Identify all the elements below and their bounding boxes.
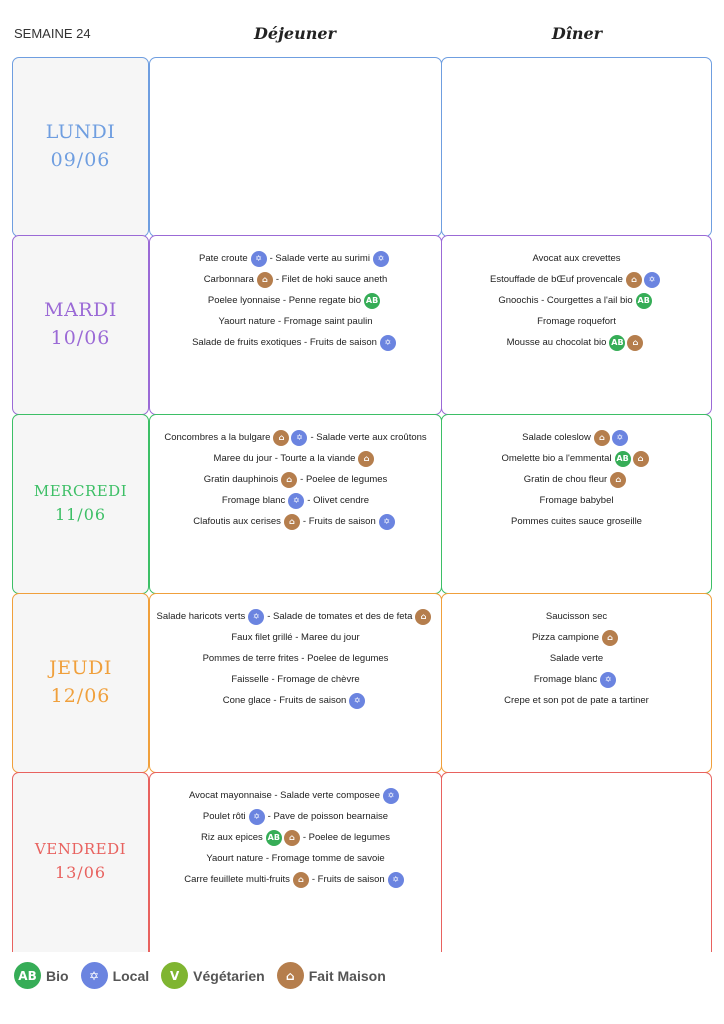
dish-text: Avocat aux crevettes [532,253,621,264]
legend-item-veg [161,962,265,989]
chef-hat-icon: ⌂ [281,472,297,488]
dish-icons [257,272,273,288]
lunch-cell [149,772,442,952]
legend-item-local [81,962,150,989]
dish-text: Poulet rôti [202,811,246,822]
menu-line [193,511,398,532]
dish-text: Cone glace - Fruits de saison [222,695,347,706]
chef-hat-icon: ⌂ [602,630,618,646]
dish-text: Faisselle - Fromage de chèvre [231,674,360,685]
handshake-icon: ✡ [612,430,628,446]
dish-text: - Salade de tomates et des de feta [267,611,413,622]
legend [14,962,386,989]
chef-hat-icon: ⌂ [358,451,374,467]
dish-text: Concombres a la bulgare [164,432,271,443]
handshake-icon: ✡ [644,272,660,288]
dinner-lines [442,427,711,532]
dish-text: Poelee lyonnaise - Penne regate bio [207,295,362,306]
dish-text: Clafoutis aux cerises [193,516,281,527]
dish-icons [249,809,265,825]
day-row-vendredi [12,772,712,952]
dish-icons [602,630,618,646]
day-date: 11/06 [54,504,107,524]
dinner-cell [441,772,712,952]
menu-line [537,311,616,332]
menu-line [511,511,642,532]
handshake-icon: ✡ [291,430,307,446]
day-row-mardi [12,235,712,415]
menu-line [231,669,359,690]
lunch-cell [149,235,442,415]
menu-line [524,469,629,490]
dish-icons [364,293,380,309]
dish-text: Gratin dauphinois [203,474,279,485]
day-row-lundi [12,57,712,237]
menu-line [164,427,426,448]
chef-hat-icon: ⌂ [293,872,309,888]
menu-line [201,827,390,848]
dinner-cell [441,235,712,415]
dish-text: - Pave de poisson bearnaise [267,811,389,822]
chef-hat-icon: ⌂ [610,472,626,488]
dish-text: - Olivet cendre [307,495,370,506]
dish-icons [281,472,297,488]
dish-icons [380,335,396,351]
dish-icons [248,609,264,625]
lunch-column-header: Déjeuner [254,24,336,43]
day-name: LUNDI [45,120,116,143]
chef-hat-icon: ⌂ [284,830,300,846]
bio-leaf-icon: AB [615,451,631,467]
dish-icons [615,451,649,467]
day-cell [12,414,149,594]
dish-text: Fromage roquefort [537,316,616,327]
bio-leaf-icon: AB [609,335,625,351]
handshake-icon: ✡ [248,609,264,625]
dish-text: Crepe et son pot de pate a tartiner [504,695,649,706]
dish-text: Fromage blanc [533,674,598,685]
dish-icons [373,251,389,267]
handshake-icon: ✡ [349,693,365,709]
menu-line [534,669,619,690]
dish-icons [415,609,431,625]
handshake-icon: ✡ [380,335,396,351]
dish-text: Gnoochis - Courgettes a l'ail bio [498,295,633,306]
dish-text: Mousse au chocolat bio [506,337,607,348]
menu-line [231,627,359,648]
dish-icons [383,788,399,804]
dish-icons [594,430,628,446]
day-cell [12,772,149,952]
day-date: 13/06 [54,863,107,883]
dish-text: Carbonnara [203,274,254,285]
legend-label: Fait Maison [308,967,386,984]
week-label: SEMAINE 24 [14,26,91,41]
chef-hat-icon: ⌂ [257,272,273,288]
dish-text: Omelette bio a l'emmental [501,453,612,464]
day-name: MARDI [44,298,117,321]
menu-line [532,248,620,269]
menu-line [222,490,369,511]
chef-hat-icon: ⌂ [273,430,289,446]
menu-line [218,311,372,332]
day-row-jeudi [12,593,712,773]
bio-leaf-icon: AB [14,962,41,989]
menu-line [490,269,663,290]
menu-line [507,332,647,353]
menu-line [504,690,649,711]
dish-text: Salade de fruits exotiques - Fruits de saison [192,337,377,348]
dish-text: Estouffade de bŒuf provencale [490,274,623,285]
dish-icons [609,335,643,351]
dish-icons [379,514,395,530]
lunch-lines [150,427,441,532]
legend-item-bio [14,962,69,989]
menu-line [208,290,383,311]
handshake-icon: ✡ [379,514,395,530]
chef-hat-icon: ⌂ [627,335,643,351]
handshake-icon: ✡ [600,672,616,688]
dish-icons [288,493,304,509]
chef-hat-icon: ⌂ [415,609,431,625]
day-date: 09/06 [50,149,111,172]
menu-line [501,448,651,469]
dish-icons [358,451,374,467]
dish-icons [284,514,300,530]
dish-text: - Fruits de saison [311,874,385,885]
day-cell [12,57,149,237]
menu-line [157,606,435,627]
lunch-cell [149,593,442,773]
day-row-mercredi [12,414,712,594]
menu-line [203,806,388,827]
dish-text: Fromage blanc [221,495,286,506]
day-name: MERCREDI [33,481,128,500]
dish-text: Riz aux epices [201,832,263,843]
menu-line [214,448,378,469]
dish-icons [610,472,626,488]
dish-text: - Salade verte aux croûtons [310,432,427,443]
dish-text: Faux filet grillé - Maree du jour [231,632,360,643]
handshake-icon: ✡ [251,251,267,267]
handshake-icon: ✡ [249,809,265,825]
dish-text: Pommes de terre frites - Poelee de legumes [202,653,389,664]
handshake-icon: ✡ [288,493,304,509]
legend-item-fait [277,962,386,989]
dish-text: Maree du jour - Tourte a la viande [213,453,356,464]
legend-label: Local [112,967,150,984]
dish-icons [600,672,616,688]
day-name: JEUDI [49,656,112,679]
dish-text: Pate croute [199,253,248,264]
menu-line [546,606,607,627]
dish-text: - Filet de hoki sauce aneth [275,274,388,285]
menu-line [184,869,406,890]
dish-icons [293,872,309,888]
handshake-icon: ✡ [383,788,399,804]
dish-text: - Poelee de legumes [300,474,388,485]
dish-text: Carre feuillete multi-fruits [184,874,290,885]
dish-text: Fromage babybel [539,495,614,506]
handshake-icon: ✡ [373,251,389,267]
handshake-icon: ✡ [81,962,108,989]
menu-line [498,290,654,311]
menu-line [532,627,621,648]
day-cell [12,235,149,415]
dish-text: Yaourt nature - Fromage saint paulin [218,316,373,327]
menu-line [203,648,389,669]
day-name: VENDREDI [34,840,127,859]
dish-icons [273,430,307,446]
dinner-lines [442,248,711,353]
dish-text: Gratin de chou fleur [523,474,608,485]
menu-line [206,848,384,869]
handshake-icon: ✡ [388,872,404,888]
dish-icons [349,693,365,709]
dish-text: Salade coleslow [522,432,591,443]
dish-text: - Fruits de saison [302,516,376,527]
legend-label: Bio [46,967,69,984]
chef-hat-icon: ⌂ [277,962,304,989]
dish-text: - Poelee de legumes [302,832,390,843]
chef-hat-icon: ⌂ [594,430,610,446]
menu-line [204,269,388,290]
dish-text: Salade verte [549,653,604,664]
dish-text: Salade haricots verts [156,611,246,622]
dinner-lines [442,606,711,711]
dish-icons [251,251,267,267]
menu-line [192,332,399,353]
menu-line [522,427,631,448]
lunch-cell [149,57,442,237]
chef-hat-icon: ⌂ [284,514,300,530]
menu-line [223,690,369,711]
dish-icons [388,872,404,888]
menu-line [550,648,603,669]
dish-icons [266,830,300,846]
day-date: 10/06 [50,327,111,350]
dinner-column-header: Dîner [551,24,603,43]
legend-label: Végétarien [193,967,265,984]
day-date: 12/06 [50,685,111,708]
dinner-cell [441,57,712,237]
bio-leaf-icon: AB [266,830,282,846]
dish-text: Yaourt nature - Fromage tomme de savoie [206,853,385,864]
dinner-cell [441,414,712,594]
menu-line [199,248,392,269]
dinner-cell [441,593,712,773]
chef-hat-icon: ⌂ [626,272,642,288]
bio-leaf-icon: AB [364,293,380,309]
dish-icons [636,293,652,309]
chef-hat-icon: ⌂ [633,451,649,467]
dish-text: - Salade verte au surimi [269,253,370,264]
dish-text: Saucisson sec [545,611,608,622]
lunch-lines [150,606,441,711]
dish-text: Avocat mayonnaise - Salade verte composee [189,790,380,801]
lunch-lines [150,248,441,353]
dish-text: Pizza campione [531,632,600,643]
menu-line [540,490,614,511]
dish-icons [626,272,660,288]
lunch-lines [150,785,441,890]
lunch-cell [149,414,442,594]
menu-line [189,785,402,806]
day-cell [12,593,149,773]
vegetarian-icon: V [161,962,188,989]
menu-line [204,469,388,490]
bio-leaf-icon: AB [636,293,652,309]
dish-text: Pommes cuites sauce groseille [511,516,642,527]
